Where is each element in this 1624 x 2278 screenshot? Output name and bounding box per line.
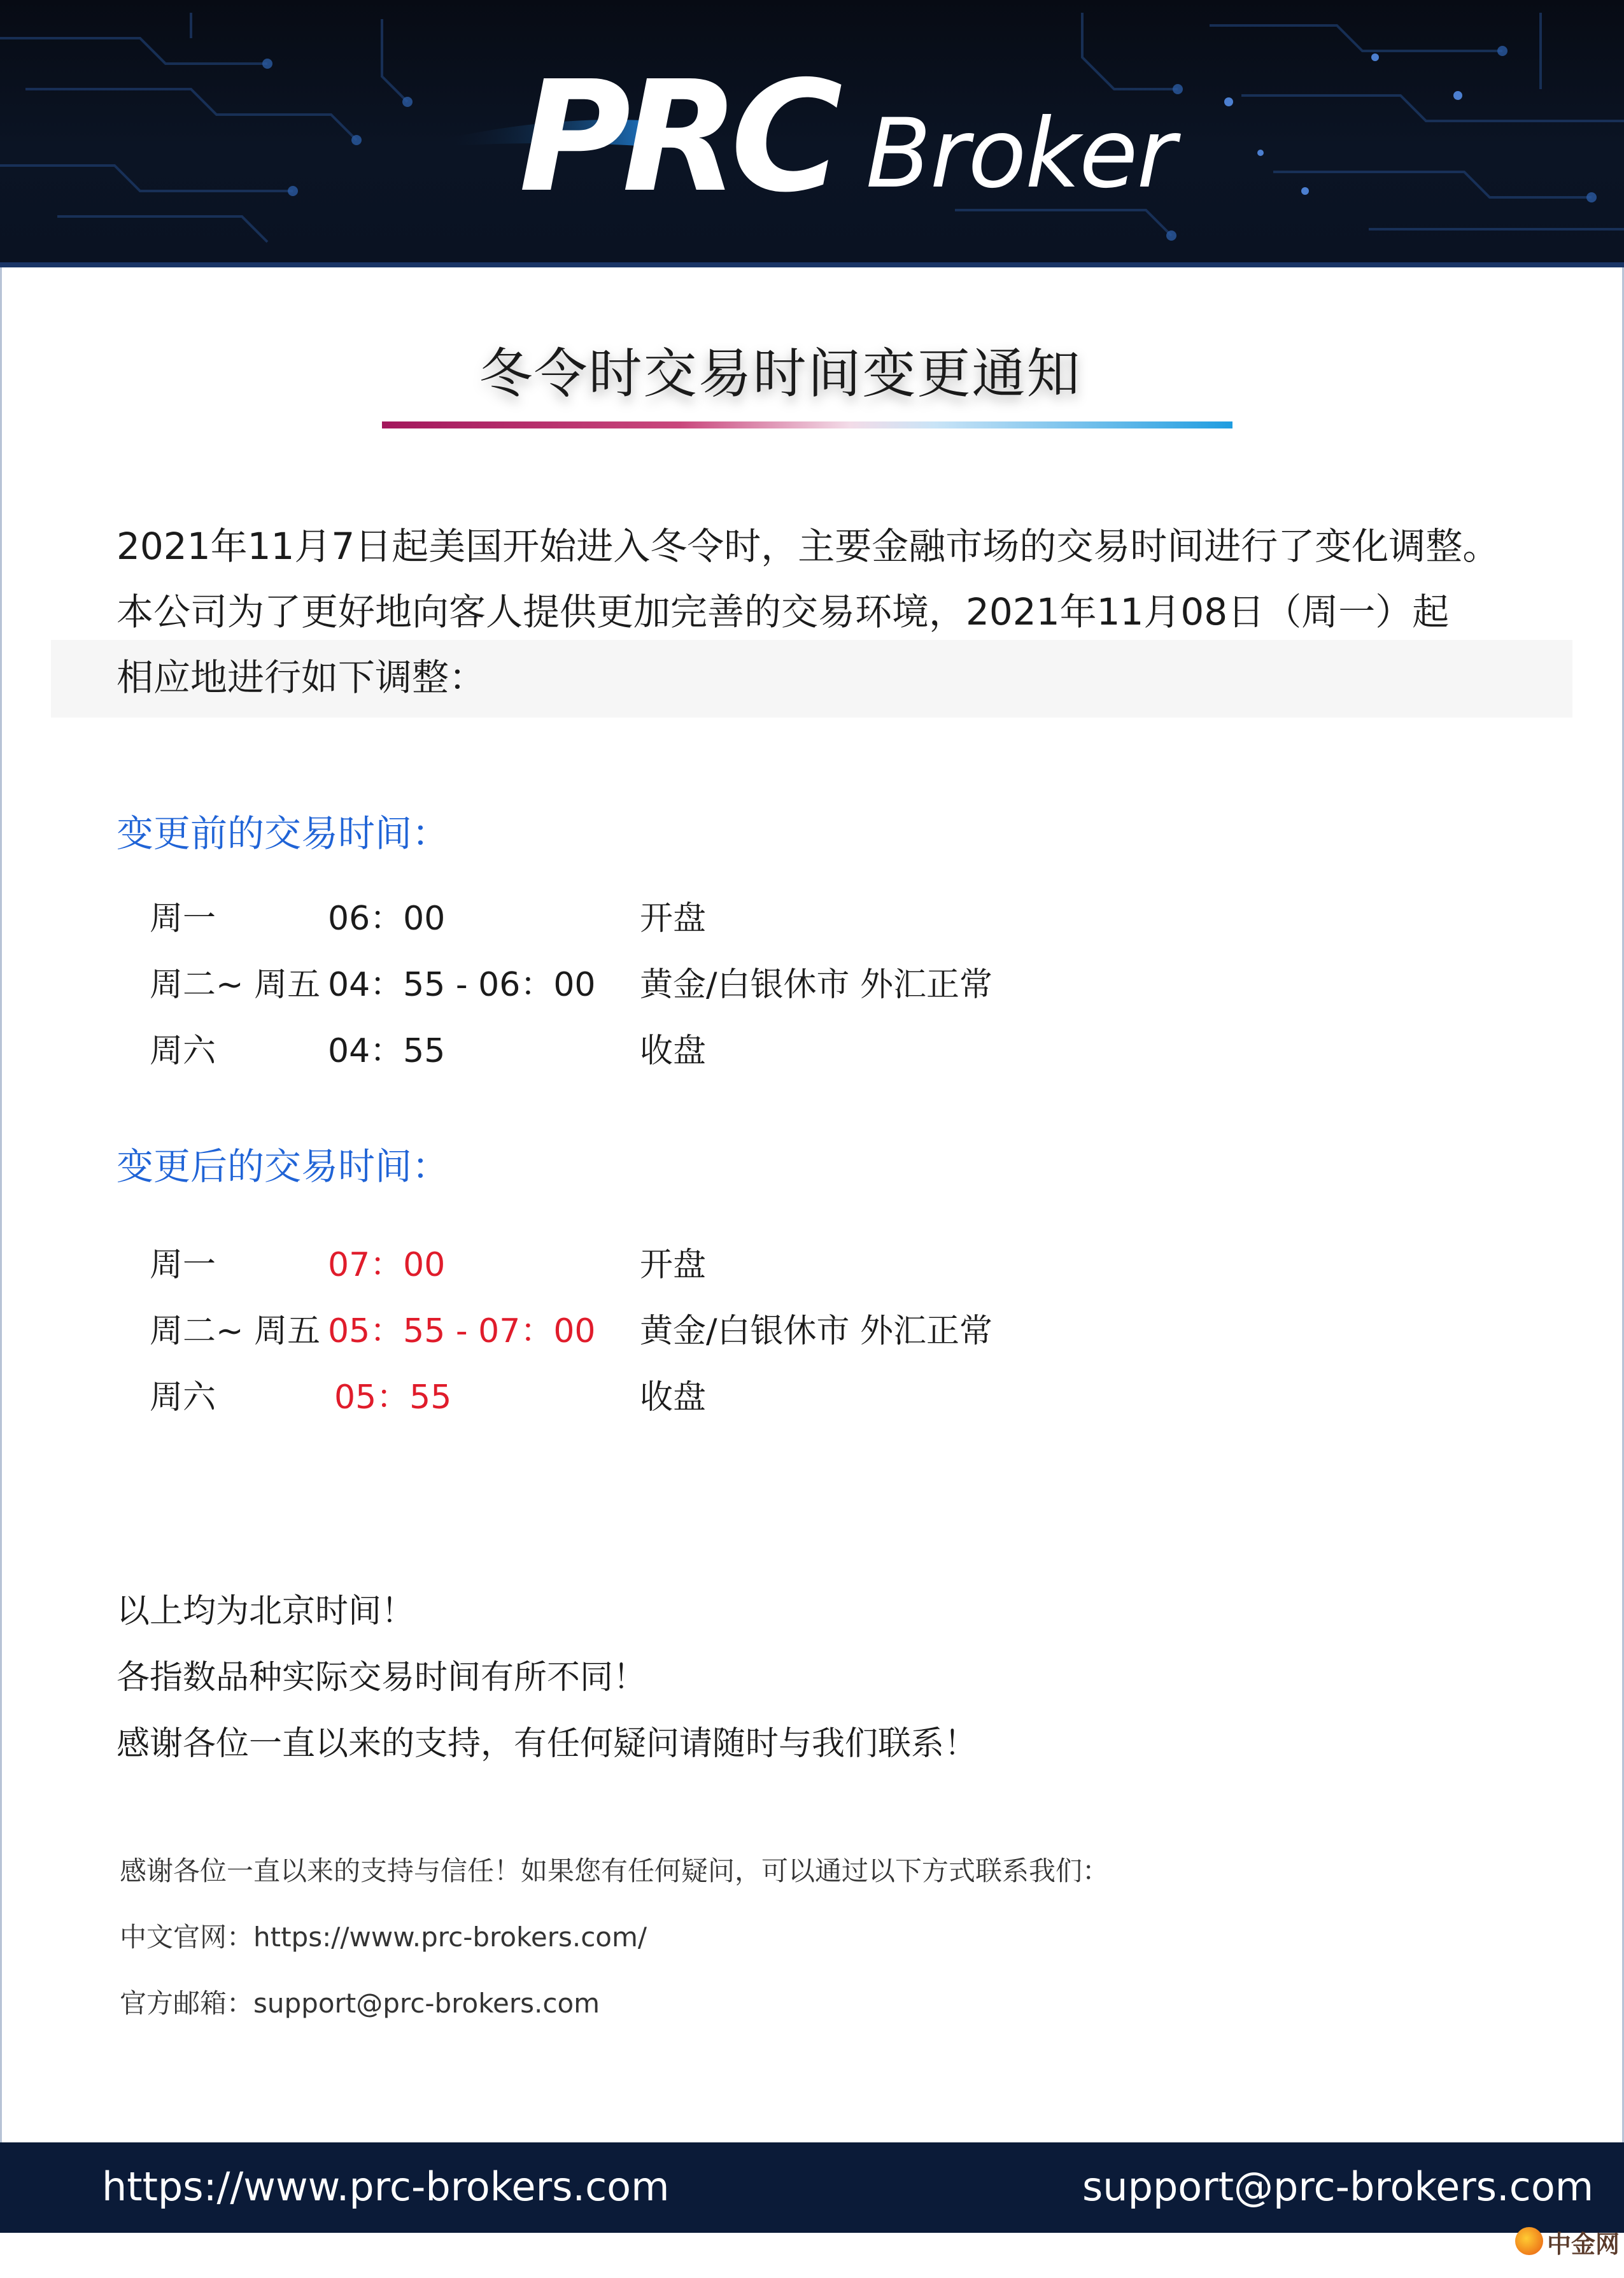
- before-row-3-time: 04：55: [328, 1032, 446, 1070]
- frame-left-border: [0, 267, 2, 2142]
- logo-broker-text: Broker: [866, 99, 1175, 209]
- watermark: [1515, 2222, 1620, 2267]
- before-row-1-note: 开盘: [640, 900, 707, 938]
- note-index-times: 各指数品种实际交易时间有所不同！: [117, 1659, 647, 1697]
- before-row-3-note: 收盘: [640, 1032, 707, 1070]
- page-title: 冬令时交易时间变更通知: [479, 343, 1082, 405]
- note-thanks: 感谢各位一直以来的支持，有任何疑问请随时与我们联系！: [117, 1725, 978, 1763]
- after-row-1-note: 开盘: [640, 1246, 707, 1284]
- after-row-3-time: 05：55: [334, 1378, 452, 1417]
- before-row-2-day: 周二~ 周五: [150, 966, 321, 1004]
- after-row-2-time: 05：55 - 07：00: [328, 1312, 596, 1350]
- note-beijing-time: 以上均为北京时间！: [117, 1592, 415, 1631]
- after-row-3-note: 收盘: [640, 1378, 707, 1417]
- logo-prc-text: PRC: [519, 48, 834, 226]
- after-row-2-note: 黄金/白银休市 外汇正常: [640, 1312, 993, 1350]
- contact-email[interactable]: 官方邮箱：support@prc-brokers.com: [120, 1988, 600, 2019]
- after-row-2-day: 周二~ 周五: [150, 1312, 321, 1350]
- before-heading: 变更前的交易时间：: [117, 812, 449, 855]
- contact-website[interactable]: 中文官网：https://www.prc-brokers.com/: [120, 1921, 647, 1953]
- after-row-1-time: 07：00: [328, 1246, 446, 1284]
- after-heading: 变更后的交易时间：: [117, 1145, 449, 1188]
- contact-intro: 感谢各位一直以来的支持与信任！如果您有任何疑问，可以通过以下方式联系我们：: [120, 1855, 1110, 1886]
- header-divider: [0, 262, 1624, 267]
- before-row-1-time: 06：00: [328, 900, 446, 938]
- before-row-1-day: 周一: [150, 900, 216, 938]
- footer-website-link[interactable]: https://www.prc-brokers.com: [102, 2163, 670, 2210]
- before-row-2-note: 黄金/白银休市 外汇正常: [640, 966, 993, 1004]
- intro-line-2: 本公司为了更好地向客人提供更加完善的交易环境，2021年11月08日（周一）起: [117, 590, 1450, 633]
- before-row-3-day: 周六: [150, 1032, 216, 1070]
- watermark-logo-icon: [1515, 2227, 1543, 2255]
- intro-line-1: 2021年11月7日起美国开始进入冬令时，主要金融市场的交易时间进行了变化调整。: [117, 525, 1500, 568]
- after-row-1-day: 周一: [150, 1246, 216, 1284]
- watermark-text: 中金网: [1547, 2230, 1620, 2258]
- title-underline: [382, 421, 1232, 428]
- footer-bottom-strip: [0, 2233, 1624, 2278]
- footer-email-link[interactable]: support@prc-brokers.com: [1082, 2163, 1594, 2210]
- after-row-3-day: 周六: [150, 1378, 216, 1417]
- header-banner: [0, 0, 1624, 267]
- before-row-2-time: 04：55 - 06：00: [328, 966, 596, 1004]
- intro-line-3: 相应地进行如下调整：: [117, 656, 486, 699]
- prc-broker-logo: [439, 45, 1229, 229]
